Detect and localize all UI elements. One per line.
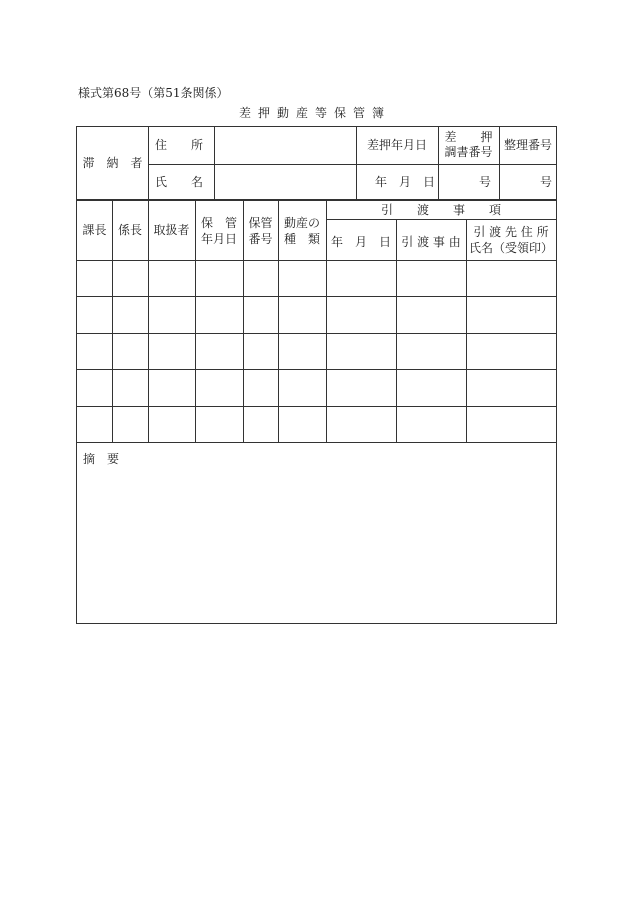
seizure-date-label: 差押年月日: [366, 138, 427, 152]
custody-number-header-line2: 番号: [248, 232, 273, 246]
transfer-reason-header: 引 渡 事 由: [401, 235, 461, 249]
recipient-header-line2: 氏名（受領印）: [468, 241, 553, 255]
custody-date-header-line2: 年月日: [200, 232, 237, 246]
seizure-date-value: 年 月 日: [375, 175, 436, 189]
section-chief-header: 課長: [82, 223, 107, 237]
custody-table: [76, 200, 557, 624]
recipient-header-line1: 引 渡 先 住 所: [473, 225, 549, 239]
taxpayer-section: [76, 126, 557, 200]
reference-number-unit: 号: [539, 175, 552, 189]
property-type-header-line1: 動産の: [283, 216, 320, 230]
reference-number-label: 整理番号: [503, 138, 552, 152]
property-type-header-line2: 種 類: [283, 232, 320, 246]
address-label: 住 所: [155, 138, 204, 152]
taxpayer-label: 滞 納 者: [82, 156, 143, 170]
handler-header: 取扱者: [153, 223, 190, 237]
name-label: 氏 名: [155, 175, 204, 189]
summary-label: 摘 要: [83, 452, 120, 466]
sub-chief-header: 係長: [117, 223, 142, 237]
custody-number-header-line1: 保管: [248, 216, 273, 230]
custody-date-header-line1: 保 管: [200, 216, 237, 230]
document-title: 差押動産等保管簿: [238, 106, 391, 120]
transfer-matters-header: 引 渡 事 項: [380, 203, 501, 217]
transfer-date-header: 年 月 日: [330, 235, 391, 249]
form-number-caption: 様式第68号（第51条関係）: [78, 86, 229, 100]
seizure-report-number-unit: 号: [478, 175, 491, 189]
seizure-report-label-line1: 差 押: [444, 130, 493, 144]
seizure-report-label-line2: 調書番号: [444, 145, 493, 159]
